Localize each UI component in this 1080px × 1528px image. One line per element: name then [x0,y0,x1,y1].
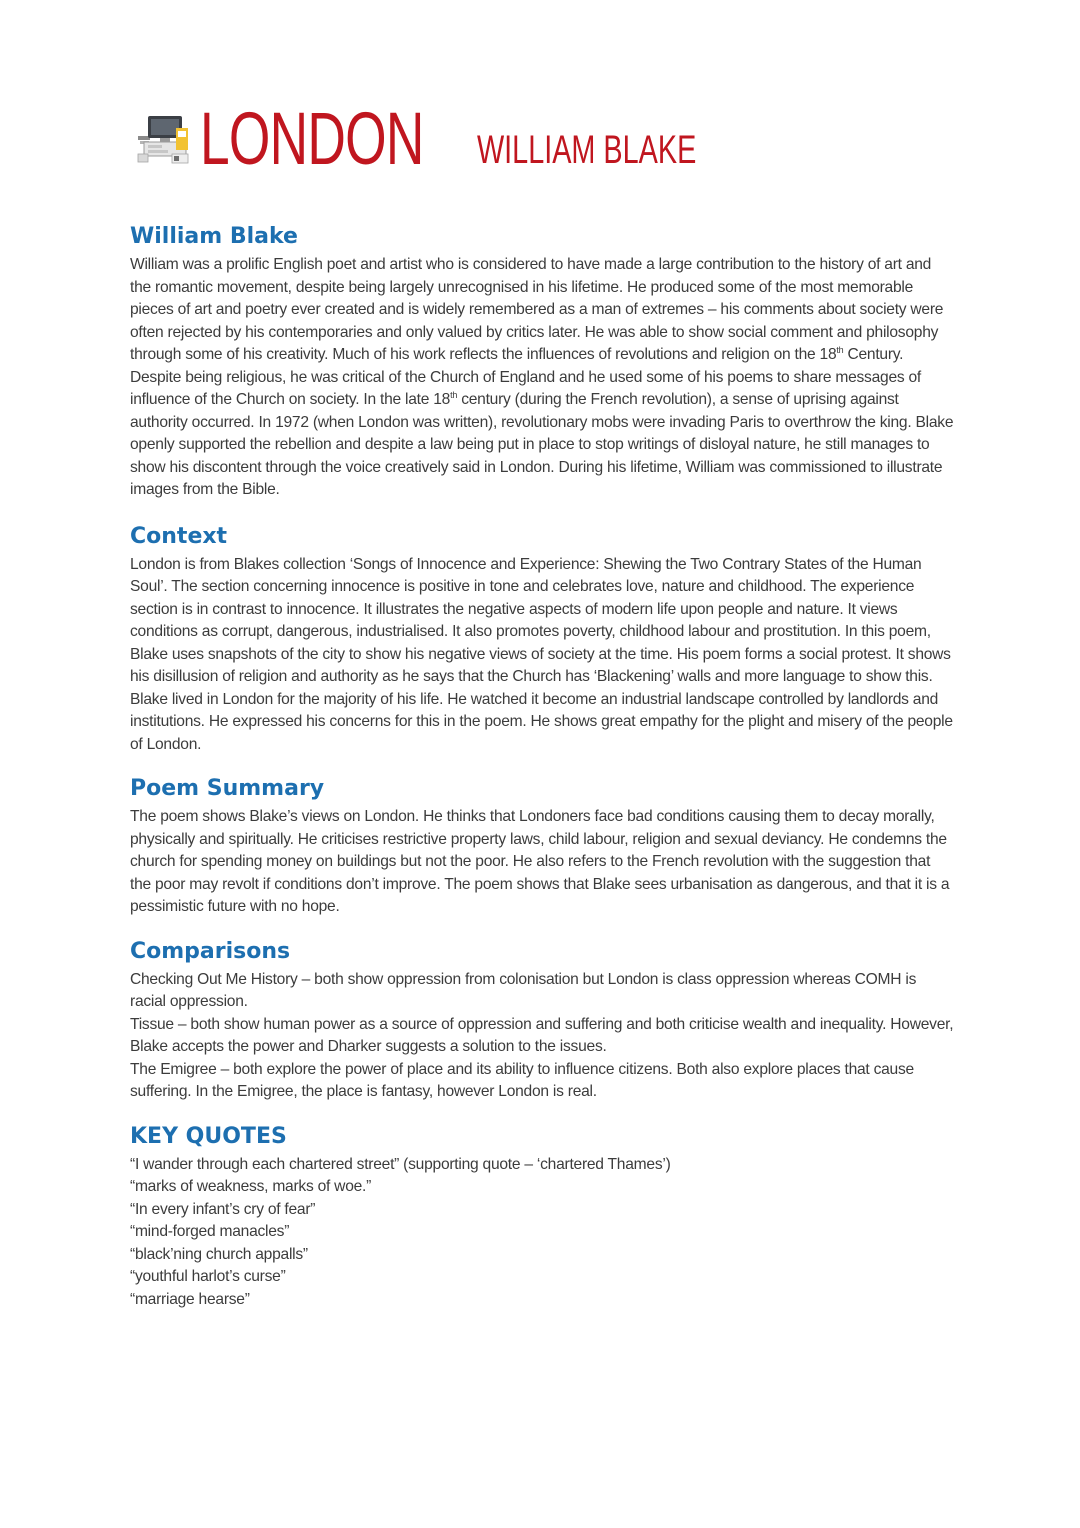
page-title: LONDON [200,97,424,180]
page-subtitle: WILLIAM BLAKE [476,128,696,172]
section-body: The poem shows Blake’s views on London. He thinks that Londoners face bad conditions causing them to decay morally, physically and spiritually. He criticises restrictive property laws, child labour, religion and sexual deviancy. He condemns the church for spending money on buildings but not the poor. He also refers to the French revolution with the suggestion that the poor may revolt if conditions don’t improve. The poem shows that Blake sees urbanisation as dangerous, and that it is a pessimistic future with no hope. [130,808,950,915]
section-key-quotes [130,1122,955,1312]
bio-text-part-1: William was a prolific English poet and artist who is considered to have made a large contribution to the history of art and the romantic movement, despite being largely unrecognised in his lifetime. He produced some of the most memorable pieces of art and poetry ever created and is widely remembered as a man of extremes – his comments about society were often rejected by his contemporaries and only valued by critics later. He was able to show social comment and philosophy through some of his creativity. Much of his work reflects the influences of revolutions and religion on the 18 [130,256,944,363]
quote-item: “I wander through each chartered street” (supporting quote – ‘chartered Thames’) [130,1155,671,1173]
comparison-item: The Emigree – both explore the power of place and its ability to influence citizens. Both also explore places that cause suffering. In the Emigree, the place is fantasy, however London is real. [130,1060,914,1100]
section-heading: Poem Summary [130,776,325,801]
superscript: th [836,344,844,355]
section-heading: KEY QUOTES [130,1123,287,1149]
section-heading: William Blake [130,224,298,249]
section-heading: Context [130,523,228,549]
bio-text-part-3: century (during the French revolution), a sense of uprising against authority occurred. In 1972 (when London was written), revolutionary mobs were invading Paris to overthrow the king. Blake openly supported the rebellion and despite a law being put in place to stop writings of disloyal nature, he still manages to show his discontent through the voice creatively said in London. During his lifetime, William was commissioned to illustrate images from the Bible. [130,391,954,498]
bio-text-part-2: Century. Despite being religious, he was critical of the Church of England and he used some of his poems to share messages of influence of the Church on society. In the late 18 [130,346,921,408]
section-body: London is from Blakes collection ‘Songs of Innocence and Experience: Shewing the Two Contrary States of the Human Soul’. The section concerning innocence is positive in tone and celebrates love, nature and childhood. The experience section is in contrast to innocence. It illustrates the negative aspects of modern life upon people and nature. It views conditions as corrupt, dangerous, industrialised. It also promotes poverty, childhood labour and prostitution. In this poem, Blake uses snapshots of the city to show his negative views of society at the time. His poem forms a social protest. It shows his disillusion of religion and authority as he says that the Church has ‘Blackening’ walls and more language to show this. Blake lived in London for the majority of his life. He watched it become an industrial landscape controlled by landlords and institutions. He expressed his concerns for this in the poem. He shows great empathy for the plight and misery of the people of London. [130,555,953,753]
quote-item: “black’ning church appalls” [130,1245,308,1263]
section-heading: Comparisons [130,938,291,964]
content [130,222,955,1311]
header [136,78,781,178]
desk-computer-icon [136,114,194,166]
quote-item: “marks of weakness, marks of woe.” [130,1178,372,1195]
quote-item: “mind-forged manacles” [130,1223,290,1240]
comparison-item: Tissue – both show human power as a source of oppression and suffering and both criticise wealth and inequality. However, Blake accepts the power and Dharker suggests a solution to the issues. [130,1015,954,1055]
section-context [130,522,955,757]
superscript: th [450,389,458,400]
section-comparisons [130,937,955,1104]
quote-item: “youthful harlot’s curse” [130,1268,286,1285]
section-poem-summary [130,774,955,919]
quote-item: “marriage hearse” [130,1290,250,1308]
quote-item: “In every infant’s cry of fear” [130,1200,316,1218]
comparison-item: Checking Out Me History – both show oppression from colonisation but London is class oppression whereas COMH is racial oppression. [130,970,917,1010]
section-body [130,254,955,502]
section-biography [130,222,955,502]
